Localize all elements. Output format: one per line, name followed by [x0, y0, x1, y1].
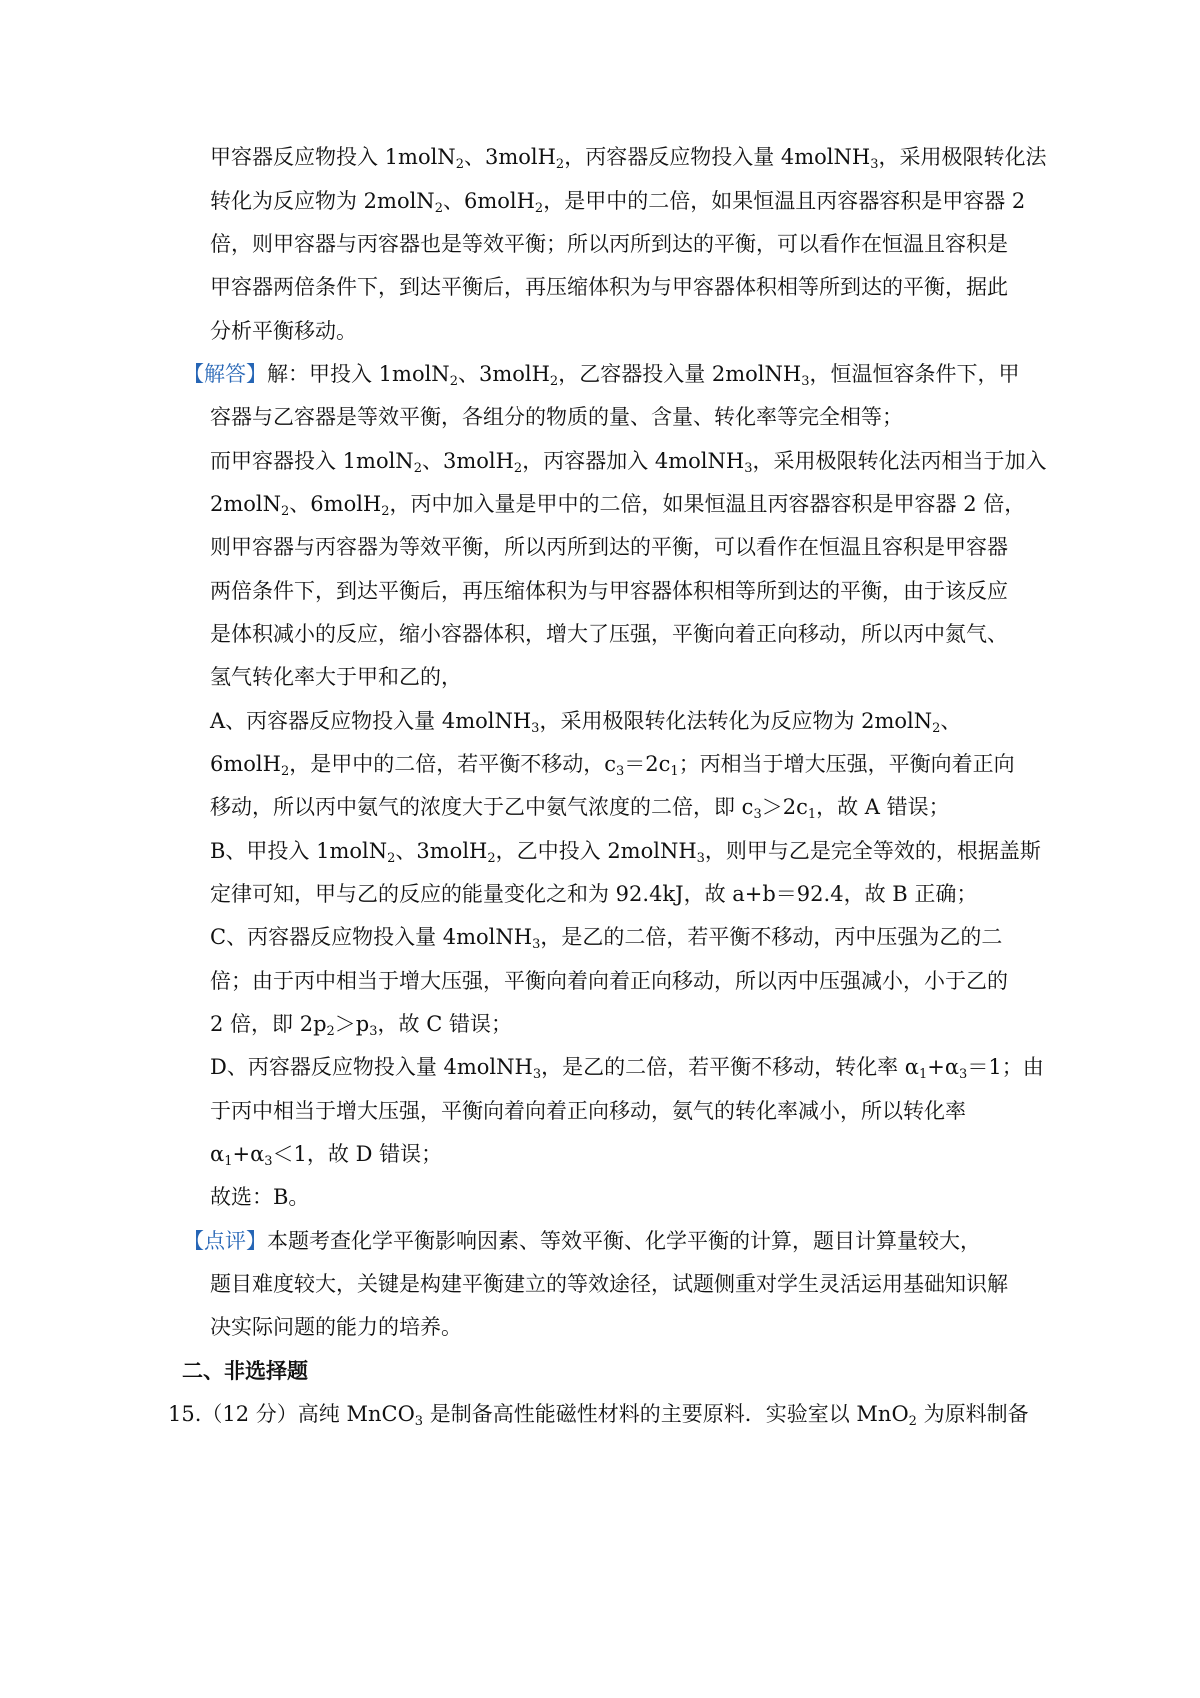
answer-tag: 【解答】 — [183, 362, 267, 386]
option-a-line-3: 移动，所以丙中氨气的浓度大于乙中氨气浓度的二倍，即 $c_3>2c_1$，故 A 错误； — [210, 795, 950, 822]
question-15-stem: 15.（12 分）高纯 MnCO$_3$ 是制备高性能磁性材料的主要原料．实验室以 MnO$_2$ 为原料制备 — [168, 1402, 1029, 1429]
answer-line: 则甲容器与丙容器为等效平衡，所以丙所到达的平衡，可以看作在恒温且容积是甲容器 — [210, 535, 1008, 559]
option-d-line-3: $\alpha_1+\alpha_3<1$，故 D 错误； — [210, 1142, 443, 1169]
comment-line: 题目难度较大，关键是构建平衡建立的等效途径，试题侧重对学生灵活运用基础知识解 — [210, 1272, 1008, 1296]
option-b-line-1: B、甲投入 1molN$_2$、3molH$_2$，乙中投入 2molNH$_3$，则甲与乙是完全等效的，根据盖斯 — [210, 839, 1041, 866]
answer-line: 容器与乙容器是等效平衡，各组分的物质的量、含量、转化率等完全相等； — [210, 405, 903, 429]
option-a-line-2: 6molH$_2$，是甲中的二倍，若平衡不移动，$c_3=2c_1$；丙相当于增大压强，平衡向着正向 — [210, 752, 1015, 779]
option-b-line-2: 定律可知，甲与乙的反应的能量变化之和为 92.4kJ，故 a+b＝92.4，故 B 正确； — [210, 882, 978, 906]
comment-header-line — [183, 1227, 981, 1255]
answer-line: 2molN$_2$、6molH$_2$，丙中加入量是甲中的二倍，如果恒温且丙容器容积是甲容器 2 倍， — [210, 492, 1026, 519]
option-d-line-1: D、丙容器反应物投入量 4molNH$_3$，是乙的二倍，若平衡不移动，转化率 $\alpha_1+\alpha_3=1$；由 — [210, 1055, 1044, 1082]
section-heading: 二、非选择题 — [182, 1358, 308, 1383]
option-c-line-1: C、丙容器反应物投入量 4molNH$_3$，是乙的二倍，若平衡不移动，丙中压强为乙的二 — [210, 925, 1003, 952]
analysis-line-1: 甲容器反应物投入 1molN$_2$、3molH$_2$，丙容器反应物投入量 4molNH$_3$，采用极限转化法 — [210, 145, 1047, 172]
analysis-line-3: 倍，则甲容器与丙容器也是等效平衡；所以丙所到达的平衡，可以看作在恒温且容积是 — [210, 232, 1008, 256]
comment-first-line: 本题考查化学平衡影响因素、等效平衡、化学平衡的计算，题目计算量较大， — [267, 1229, 981, 1253]
analysis-line-2: 转化为反应物为 2molN$_2$、6molH$_2$，是甲中的二倍，如果恒温且丙容器容积是甲容器 2 — [210, 189, 1026, 216]
option-c-line-3: 2 倍，即 $2p_2>p_3$，故 C 错误； — [210, 1012, 512, 1039]
answer-line: 两倍条件下，到达平衡后，再压缩体积为与甲容器体积相等所到达的平衡，由于该反应 — [210, 579, 1008, 603]
answer-first-line: 解：甲投入 1molN$_2$、3molH$_2$，乙容器投入量 2molNH$_3$，恒温恒容条件下，甲 — [267, 362, 1020, 389]
answer-choice-line: 故选：B。 — [210, 1185, 310, 1209]
option-d-line-2: 于丙中相当于增大压强，平衡向着向着正向移动，氨气的转化率减小，所以转化率 — [210, 1099, 966, 1123]
option-c-line-2: 倍；由于丙中相当于增大压强，平衡向着向着正向移动，所以丙中压强减小，小于乙的 — [210, 969, 1008, 993]
analysis-line-4: 甲容器两倍条件下，到达平衡后，再压缩体积为与甲容器体积相等所到达的平衡，据此 — [210, 275, 1008, 299]
answer-line: 是体积减小的反应，缩小容器体积，增大了压强，平衡向着正向移动，所以丙中氮气、 — [210, 622, 1008, 646]
comment-tag: 【点评】 — [183, 1229, 267, 1253]
answer-line: 氢气转化率大于甲和乙的， — [210, 665, 462, 689]
analysis-line-5: 分析平衡移动。 — [210, 319, 357, 343]
answer-line: 而甲容器投入 1molN$_2$、3molH$_2$，丙容器加入 4molNH$_3$，采用极限转化法丙相当于加入 — [210, 449, 1047, 476]
option-a-line-1: A、丙容器反应物投入量 4molNH$_3$，采用极限转化法转化为反应物为 2molN$_2$、 — [210, 709, 962, 736]
answer-header-line — [183, 360, 1019, 388]
comment-line: 决实际问题的能力的培养。 — [210, 1315, 462, 1339]
